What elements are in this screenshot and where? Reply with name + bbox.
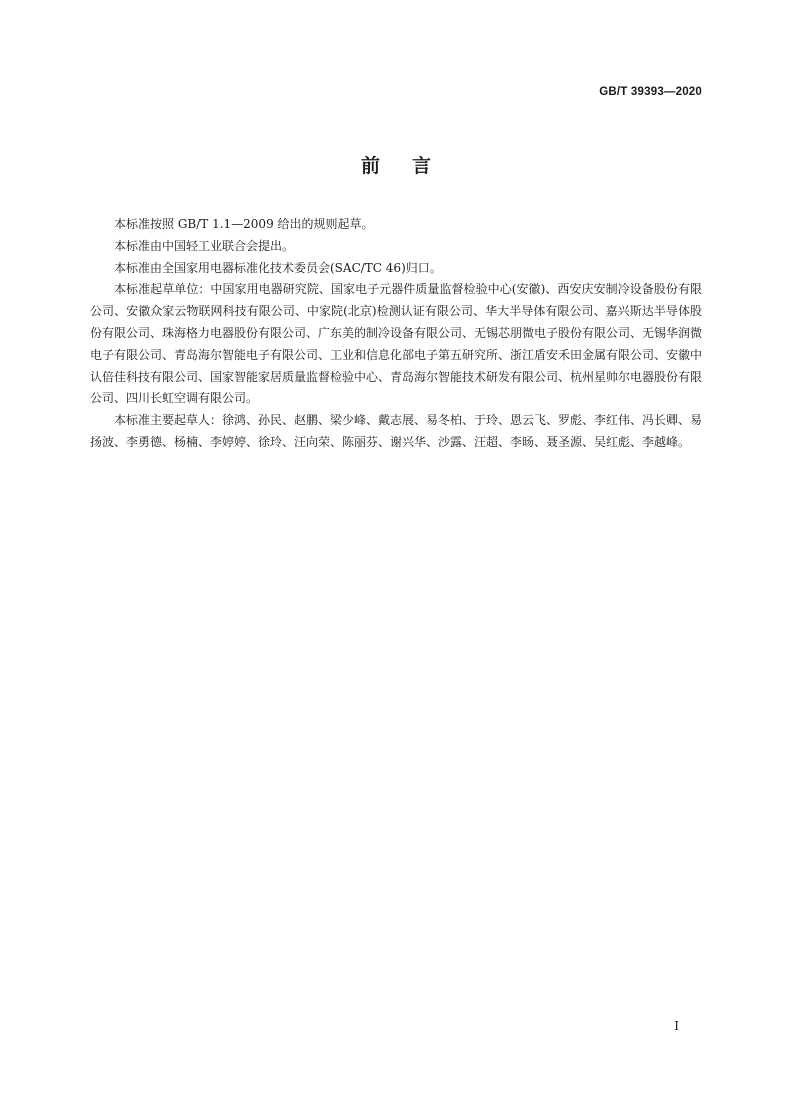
paragraph-proposer: 本标准由中国轻工业联合会提出。 (114, 238, 295, 253)
paragraph-drafting-rules: 本标准按照 GB/T 1.1—2009 给出的规则起草。 (114, 217, 374, 231)
page-title: 前言 (360, 155, 463, 177)
paragraph-drafters: 本标准主要起草人：徐鸿、孙民、赵鹏、梁少峰、戴志展、易冬柏、于玲、恩云飞、罗彪、李红伟、冯长卿、易扬波、李勇德、杨楠、李婷婷、徐玲、汪向荣、陈丽芬、谢兴华、沙露、汪超、李旸、聂圣源、吴红彪、李越峰。 (90, 413, 703, 449)
foreword-body (90, 214, 702, 454)
page-number: I (674, 1019, 679, 1033)
paragraph-drafting-units: 本标准起草单位：中国家用电器研究院、国家电子元器件质量监督检验中心(安徽)、西安庆安制冷设备股份有限公司、安徽众家云物联网科技有限公司、中家院(北京)检测认证有限公司、华大半导体有限公司、嘉兴斯达半导体股份有限公司、珠海格力电器股份有限公司、广东美的制冷设备有限公司、无锡芯朋微电子股份有限公司、无锡华润微电子有限公司、青岛海尔智能电子有限公司、工业和信息化部电子第五研究所、浙江盾安禾田金属有限公司、安徽中认倍佳科技有限公司、国家智能家居质量监督检验中心、青岛海尔智能技术研发有限公司、杭州星帅尔电器股份有限公司、四川长虹空调有限公司。 (90, 282, 703, 406)
standard-code: GB/T 39393—2020 (599, 86, 702, 98)
paragraph-committee: 本标准由全国家用电器标准化技术委员会(SAC/TC 46)归口。 (114, 260, 442, 275)
